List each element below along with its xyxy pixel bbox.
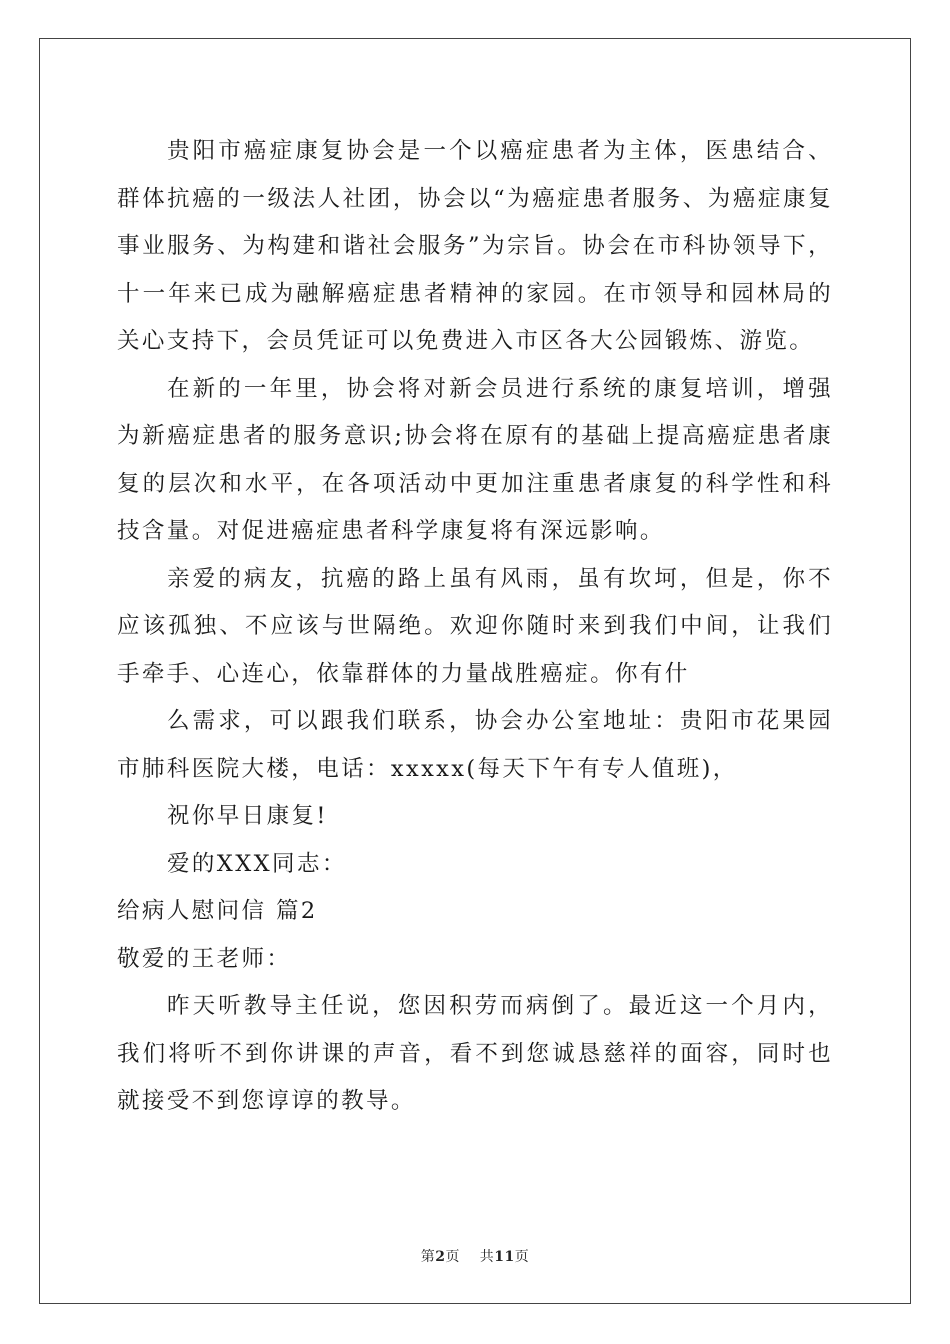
paragraph-new-year-plan: 在新的一年里，协会将对新会员进行系统的康复培训，增强为新癌症患者的服务意识;协会将在原有的基础上提高癌症患者康复的层次和水平，在各项活动中更加注重患者康复的科学性和科技含量。对促进癌症患者科学康复将有深远影响。 [117, 375, 833, 544]
document-body [117, 128, 833, 1126]
footer-total-pages: 11 [494, 1249, 515, 1265]
paragraph-contact-info: 么需求，可以跟我们联系，协会办公室地址：贵阳市花果园市肺科医院大楼，电话：xxxxx(每天下午有专人值班)， [117, 708, 833, 782]
footer-total-suffix: 页 [514, 1249, 530, 1265]
footer-page-number: 2 [435, 1249, 446, 1265]
paragraph-blessing: 祝你早日康复! [167, 803, 328, 829]
paragraph-message-to-patients: 亲爱的病友，抗癌的路上虽有风雨，虽有坎坷，但是，你不应该孤独、不应该与世隔绝。欢迎你随时来到我们中间，让我们手牵手、心连心，依靠群体的力量战胜癌症。你有什 [117, 565, 833, 687]
letter-salutation: 敬爱的王老师： [117, 945, 292, 972]
footer-total-prefix: 共 [479, 1249, 495, 1265]
footer-page-suffix: 页 [445, 1249, 460, 1265]
paragraph-association-intro: 贵阳市癌症康复协会是一个以癌症患者为主体，医患结合、群体抗癌的一级法人社团，协会以“为癌症患者服务、为癌症康复事业服务、为构建和谐社会服务”为宗旨。协会在市科协领导下，十一年来已成为融解癌症患者精神的家园。在市领导和园林局的关心支持下，会员凭证可以免费进入市区各大公园锻炼、游览。 [117, 138, 833, 354]
paragraph-letter-body: 昨天听教导主任说，您因积劳而病倒了。最近这一个月内，我们将听不到你讲课的声音，看不到您诚恳慈祥的面容，同时也就接受不到您谆谆的教导。 [117, 993, 833, 1114]
page-footer [0, 1246, 950, 1266]
paragraph-salutation-closing: 爱的XXX同志： [167, 850, 347, 877]
section-heading: 给病人慰问信 篇2 [117, 898, 318, 924]
footer-prefix: 第 [420, 1249, 436, 1265]
